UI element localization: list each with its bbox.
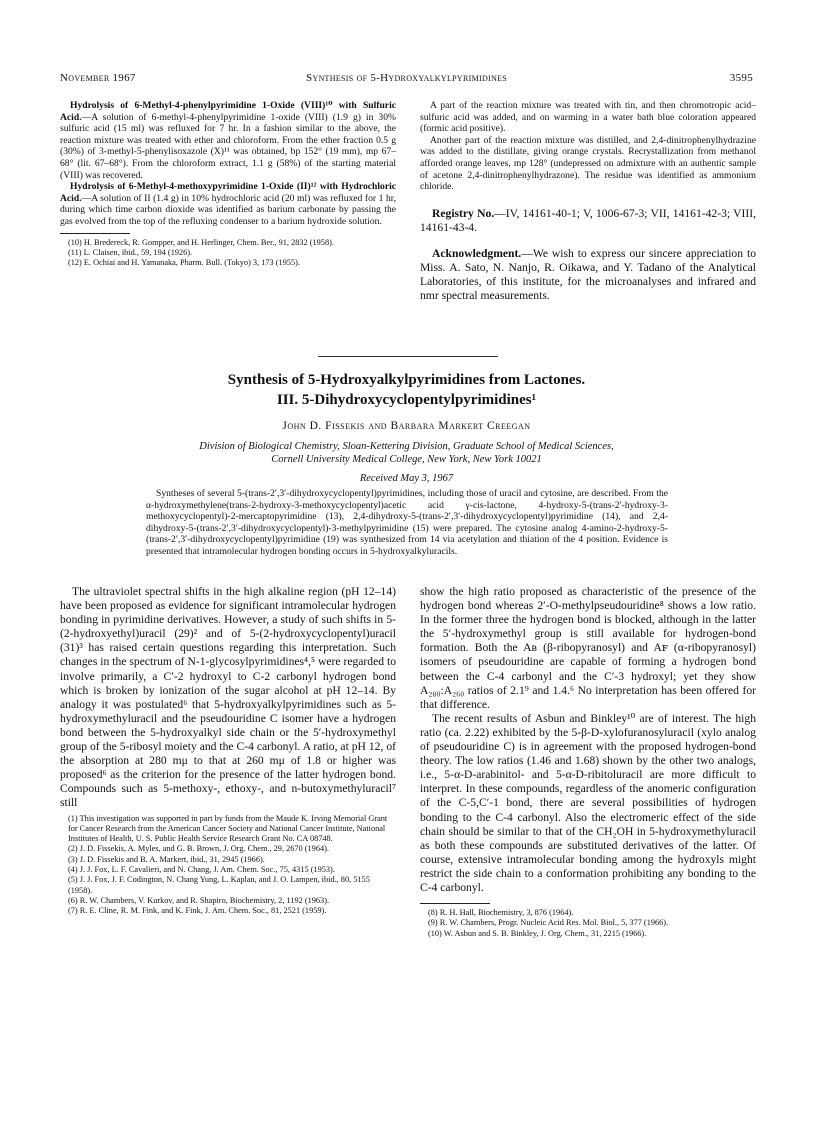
article-title-line-2: III. 5-Dihydroxycyclopentylpyrimidines¹ (276, 392, 537, 408)
acknowledgment-paragraph (420, 247, 756, 303)
experimental-paragraph-3: A part of the reaction mixture was treated with tin, and then chromotropic acid–sulfuric acid was added, and on warming in a water bath blue coloration appeared (formic acid positive). (420, 100, 756, 135)
article-divider (318, 356, 498, 357)
body-paragraph-3: The recent results of Asbun and Binkley¹⁰ are of interest. The high ratio (ca. 2.22) exhibited by the 5-β-D-xylofuranosyluracil (xylo analog of pseudouridine C) is in agreement with the proposed hydrogen-bond theory. The low ratios (1.46 and 1.68) shown by the other two analogs, i.e., 5-α-D-arabinitol- and 5-α-D-ribitoluracil are more difficult to interpret. In these compounds, regardless of the anomeric configuration of the C-5,C′-1 bond, there are several possibilities of hydrogen bonding to the C-4 carbonyl. Also the electromeric effect of the side chain should be similar to that of the CH₂OH in 5-hydroxymethyluracil as both these compounds are substituted derivatives of the latter. Of course, extensive intramolecular bonding among the hydroxyls might restrict the side chain to a conformation prohibiting any bonding to the C-4 carbonyl. (420, 711, 756, 894)
footnote: (5) J. J. Fox, J. F. Codington, N. Chang Yung, L. Kaplan, and J. O. Lampen, ibid., 80, 5155 (1958). (68, 875, 370, 895)
footnote: (10) H. Bredereck, R. Gompper, and H. Herlinger, Chem. Ber., 91, 2832 (1958). (68, 237, 334, 247)
footnote: (8) R. H. Hall, Biochemistry, 3, 876 (1964). (428, 908, 574, 918)
footnote: (4) J. J. Fox, L. F. Cavalieri, and N. Chang, J. Am. Chem. Soc., 75, 4315 (1953). (68, 864, 335, 874)
experimental-paragraph-4: Another part of the reaction mixture was distilled, and 2,4-dinitrophenylhydrazine was added to the distillate, giving orange crystals. Recrystallization from methanol afforded orange leaves, mp 128° (undepressed on admixture with an authentic sample of acetone 2,4-dinitrophenylhydrazone). The residue was identified as ammonium chloride. (420, 134, 756, 193)
body-text-right (420, 585, 756, 895)
top-right-column (420, 100, 756, 303)
header-title: Synthesis of 5-Hydroxyalkylpyrimidines (305, 72, 508, 84)
top-left-column (60, 100, 396, 268)
experimental-paragraph-1 (60, 100, 396, 181)
footnote: (9) R. W. Chambers, Progr. Nucleic Acid Res. Mol. Biol., 5, 377 (1966). (428, 918, 669, 928)
footnotes-body-right (420, 908, 756, 939)
article-affiliation (60, 440, 753, 466)
experimental-text-1: —A solution of 6-methyl-4-phenylpyrimidine 1-oxide (VIII) (1.9 g) in 30% sulfuric acid (15 ml) was refluxed for 7 hr. In a fashion similar to the above, the reaction mixture was treated with ether and chloroform. From the ether fraction 0.5 g (30%) of 3-methyl-5-phenylisoxazole (X)¹¹ was obtained, bp 152° (19 mm), mp 67–68° (lit. 67–68°). From the chloroform extract, 1.1 g (58%) of the starting material (VIII) was recovered. (60, 111, 396, 181)
acknowledgment-section (420, 247, 756, 303)
footnote: (6) R. W. Chambers, V. Kurkov, and R. Shapiro, Biochemistry, 2, 1192 (1963). (68, 895, 330, 905)
footnote: (1) This investigation was supported in part by funds from the Maude K. Irving Memorial Grant for Cancer Research from the American Cancer Society and National Cancer Institute, National Institutes of Health, U. S. Public Health Service Research Grant No. CA 08748. (68, 813, 388, 844)
footnote: (7) R. E. Cline, R. M. Fink, and K. Fink, J. Am. Chem. Soc., 81, 2521 (1959). (68, 906, 327, 916)
received-date: Received May 3, 1967 (359, 473, 454, 484)
experimental-heading-2: Hydrolysis of 6-Methyl-4-methoxypyrimidine 1-Oxide (II)¹² with Hydrochloric Acid. (60, 181, 396, 204)
affiliation-line-2: Cornell University Medical College, New York, New York 10021 (271, 454, 542, 465)
registry-text: —IV, 14161-40-1; V, 1006-67-3; VII, 14161-42-3; VIII, 14161-43-4. (420, 206, 756, 234)
running-head (60, 72, 753, 86)
abstract (146, 488, 668, 558)
footnote: (11) L. Claisen, ibid., 59, 194 (1926). (68, 247, 193, 257)
body-text-left (60, 585, 396, 811)
registry-section (420, 207, 756, 235)
footnotes-body-left (60, 814, 396, 917)
experimental-text-2: —A solution of II (1.4 g) in 10% hydrochloric acid (20 ml) was refluxed for 1 hr, during which time carbon dioxide was identified as barium carbonate by passing the gas evolved from the top of the refluxing condenser to a barium hydroxide solution. (60, 192, 396, 227)
experimental-heading-1: Hydrolysis of 6-Methyl-4-phenylpyrimidine 1-Oxide (VIII)¹⁰ with Sulfuric Acid. (60, 100, 396, 123)
acknowledgment-text: —We wish to express our sincere appreciation to Miss. A. Sato, N. Nanjo, R. Oikawa, and Y. Tadano of the Analytical Laboratories, of this institute, for the microanalyses and infrared and nmr spectral measurements. (420, 246, 756, 303)
experimental-paragraph-2 (60, 181, 396, 227)
article-header (60, 370, 753, 484)
footnotes-top-left (60, 238, 396, 269)
acknowledgment-label: Acknowledgment. (432, 246, 522, 260)
experimental-continued (420, 100, 756, 193)
footnote: (12) E. Ochiai and H. Yamanaka, Pharm. Bull. (Tokyo) 3, 173 (1955). (68, 258, 300, 268)
abstract-text: Syntheses of several 5-(trans-2′,3′-dihydroxycyclopentyl)pyrimidines, including those of uracil and cytosine, are described. From the α-hydroxymethylene(trans-2-hydroxy-3-methoxycyclopentyl)acetic acid γ-cis-lactone, 4-hydroxy-5-(trans-2′-hydroxy-3-methoxycyclopentyl)-2-mercaptopyrimidine (13), 2,4-dihydroxy-5-(trans-2′,3′-dihydroxycyclopentyl)pyrimidine (14), and 2,4-dihydroxy-5-(trans-2′,3′-dihydroxycyclopentyl)-3-methylpyrimidine (15) were prepared. The cytosine analog 4-amino-2-hydroxy-5-(trans-2′,3′-dihydroxycyclopentyl)pyrimidine (19) was synthesized from 14 via acetylation and thiation of the 4 position. Evidence is presented that intramolecular hydrogen bonding occurs in 5-hydroxyalkyluracils. (146, 488, 668, 557)
body-right-column (420, 585, 756, 939)
footnote-rule (60, 233, 130, 234)
article-title-line-1: Synthesis of 5-Hydroxyalkylpyrimidines from Lactones. (227, 372, 586, 388)
registry-paragraph (420, 207, 756, 235)
article-authors: John D. Fissekis and Barbara Markert Creegan (282, 420, 531, 432)
body-left-column (60, 585, 396, 916)
footnote-rule (420, 903, 490, 904)
body-paragraph-1: The ultraviolet spectral shifts in the high alkaline region (pH 12–14) have been proposed as evidence for significant intramolecular hydrogen bonding in pyrimidine derivatives. However, a study of such shifts in 5-(2-hydroxyethyl)uracil (29)² and of 5-(2-hydroxycyclopentyl)uracil (31)³ has raised certain questions regarding this interpretation. Such changes in the spectrum of N-1-glycosylpyrimidines⁴,⁵ were regarded to involve primarily, a C′-2 hydroxyl to C-2 carbonyl hydrogen bond which is broken by ionization of the sugar alcohol at pH 12–14. By analogy it was postulated⁶ that 5-hydroxyalkylpyrimidines such as 5-hydroxymethyluracil and the pseudouridine C isomer have a hydrogen bond between the 5-hydroxyalkyl side chain or the 5′-hydroxymethyl group of the 5-ribosyl moiety and the C-4 carbonyl. A ratio, at pH 12, of the absorption at 280 mμ to that at 260 mμ of 1.8 or higher was proposed⁶ as the criterion for the presence of the latter hydrogen bond. Compounds such as 5-methoxy-, ethoxy-, and n-butoxymethyluracil⁷ still (60, 585, 396, 810)
page-number: 3595 (729, 72, 753, 84)
footnote: (3) J. D. Fissekis and B. A. Markert, ibid., 31, 2945 (1966). (68, 854, 265, 864)
registry-label: Registry No. (432, 206, 495, 220)
affiliation-line-1: Division of Biological Chemistry, Sloan-Kettering Division, Graduate School of Medical Sciences, (199, 441, 614, 452)
body-paragraph-2: show the high ratio proposed as characteristic of the presence of the hydrogen bond whereas 2′-O-methylpseudouridine⁸ shows a low ratio. In the former three the hydrogen bond is blocked, although in the latter the 5′-hydroxymethyl group is still available for hydrogen-bond formation. Both the Aʙ (β-ribopyranosyl) and Aꜰ (α-ribopyranosyl) isomers of pseudouridine are capable of forming a hydrogen bond between the C-4 carbonyl and the C′-3 hydroxyl; yet they show A₂₈₀:A₂₆₀ ratios of 2.1⁹ and 1.4.⁶ No interpretation has been offered for that difference. (420, 585, 756, 711)
footnote: (10) W. Asbun and S. B. Binkley, J. Org. Chem., 31, 2215 (1966). (428, 928, 647, 938)
header-date: November 1967 (60, 72, 136, 84)
footnote: (2) J. D. Fissekis, A. Myles, and G. B. Brown, J. Org. Chem., 29, 2670 (1964). (68, 844, 329, 854)
